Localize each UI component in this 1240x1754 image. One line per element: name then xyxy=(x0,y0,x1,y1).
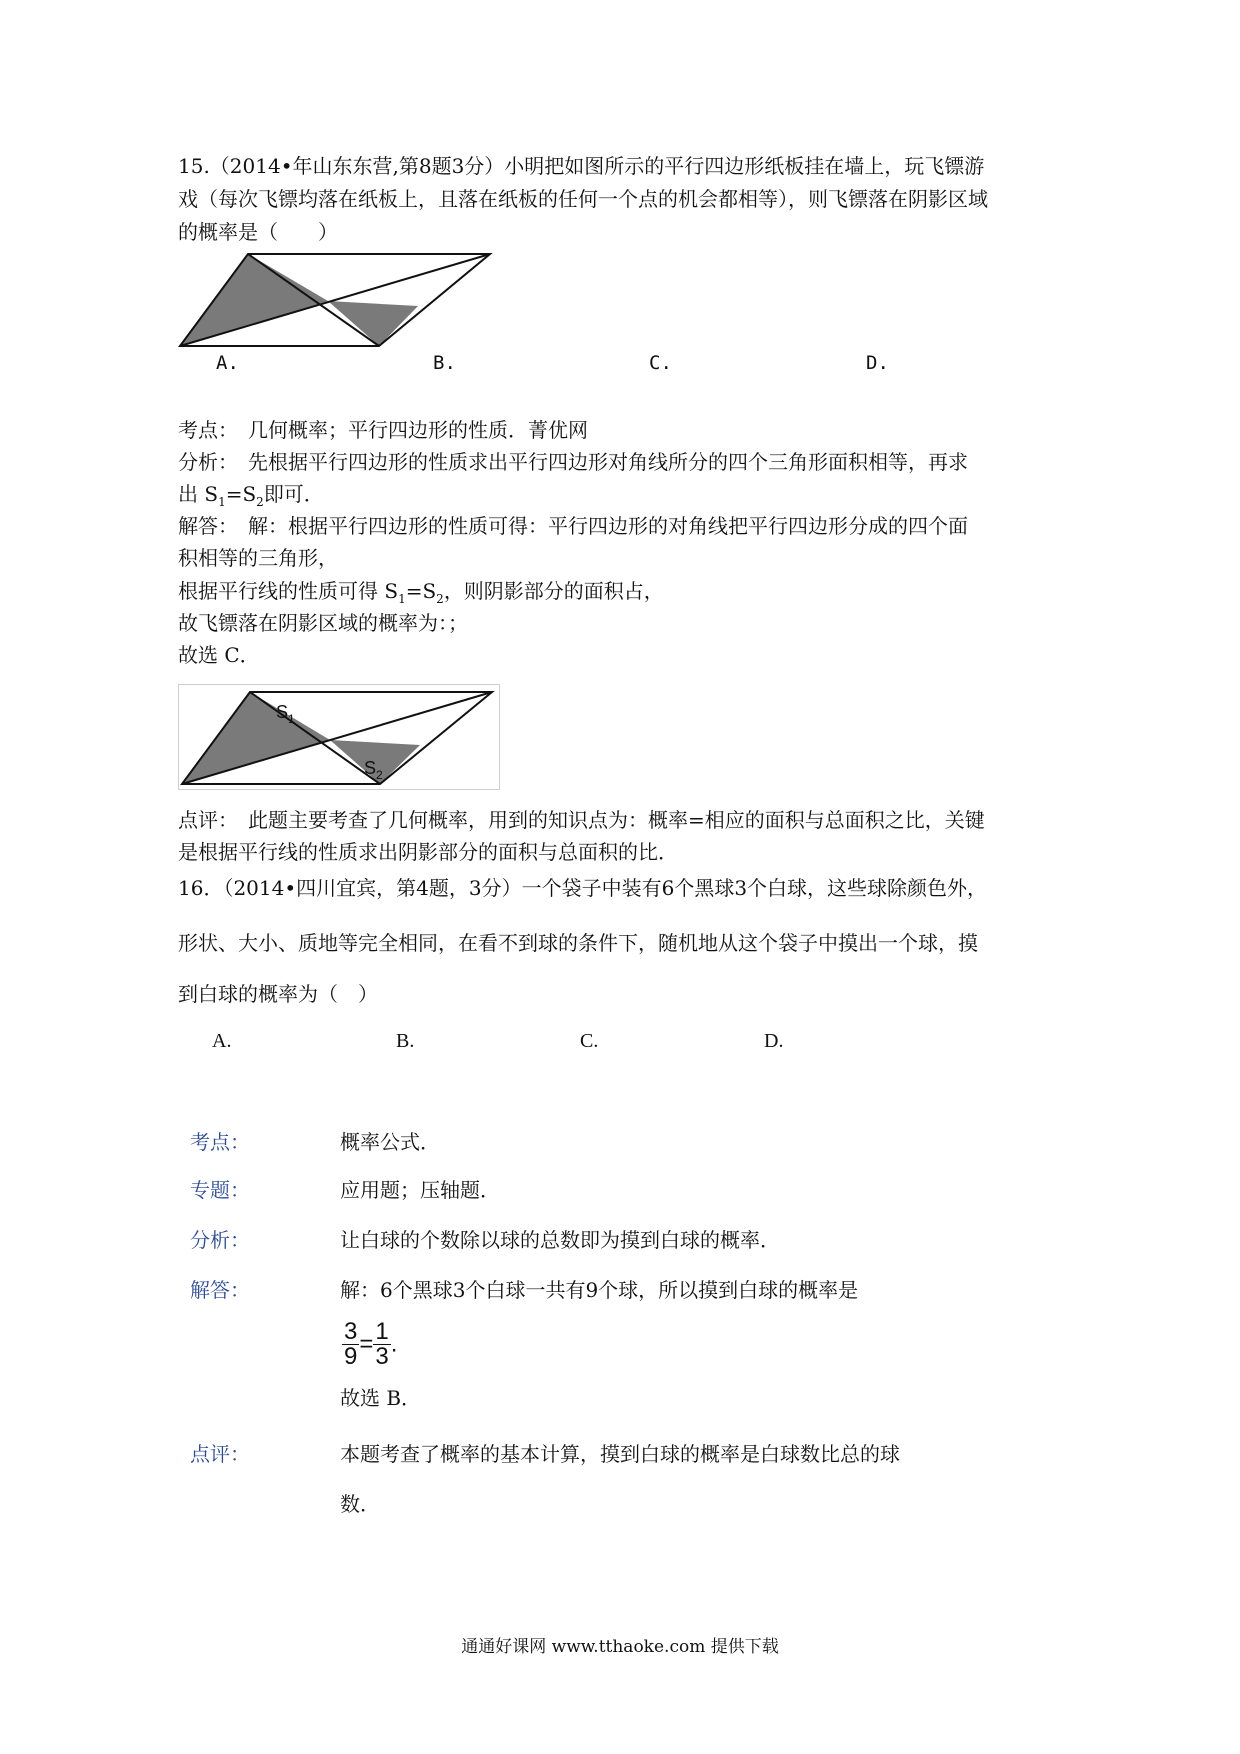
frac2-den: 3 xyxy=(375,1343,389,1370)
q16-fraction xyxy=(342,1320,397,1369)
q16-zhuanti-label: 专题： xyxy=(190,1178,250,1202)
q15-kaodian xyxy=(178,416,588,444)
jieda-text: 解：根据平行四边形的性质可得：平行四边形的对角线把平行四边形分成的四个面 xyxy=(248,514,968,538)
q15-dianping-1 xyxy=(178,806,985,834)
label-s2-sub: 2 xyxy=(376,768,383,782)
q16-dianping-1: 本题考查了概率的基本计算，摸到白球的概率是白球数比总的球 xyxy=(340,1442,900,1466)
shaded-triangle-left xyxy=(180,254,328,346)
fenxi-end: 即可． xyxy=(263,482,324,506)
jieda-3a: 根据平行线的性质可得 S xyxy=(178,579,399,603)
sub-1: 1 xyxy=(218,495,226,509)
fenxi-label: 分析： xyxy=(178,450,228,474)
sub-1: 1 xyxy=(398,592,406,606)
q16-line-1: 16．（2014•四川宜宾，第4题，3分）一个袋子中装有6个黑球3个白球，这些球除颜色外， xyxy=(178,876,988,900)
sub-2: 2 xyxy=(436,592,444,606)
fenxi-s1: 出 S xyxy=(178,482,219,506)
frac1-den: 9 xyxy=(344,1343,358,1370)
frac-end: . xyxy=(390,1330,398,1358)
fenxi-text: 先根据平行四边形的性质求出平行四边形对角线所分的四个三角形面积相等，再求 xyxy=(248,450,968,474)
q15-fenxi-2 xyxy=(178,480,324,516)
q16-zhuanti: 应用题；压轴题． xyxy=(340,1178,500,1202)
shaded-triangle-right xyxy=(328,301,418,346)
fenxi-s2: =S xyxy=(225,482,257,506)
q15-line-1: 15.（2014•年山东东营,第8题3分）小明把如图所示的平行四边形纸板挂在墙上，玩飞镖游 xyxy=(178,154,985,178)
q16-dianping-2: 数． xyxy=(340,1492,380,1516)
q16-option-d: D. xyxy=(764,1030,784,1052)
q16-dianping-label: 点评： xyxy=(190,1442,250,1466)
q15-jieda-1 xyxy=(178,512,968,540)
jieda-label: 解答： xyxy=(178,514,228,538)
q15-option-b: B. xyxy=(433,352,456,374)
q16-option-b: B. xyxy=(396,1030,415,1052)
q16-fenxi-label: 分析： xyxy=(190,1228,250,1252)
q16-jieda-3: 故选 B． xyxy=(340,1386,422,1410)
label-s2-main: S xyxy=(364,758,377,778)
frac1-num: 3 xyxy=(344,1318,358,1345)
kaodian-label: 考点： xyxy=(178,418,228,442)
label-s1-main: S xyxy=(276,702,289,722)
q15-solution-figure xyxy=(178,684,500,790)
q15-line-2: 戏（每次飞镖均落在纸板上，且落在纸板的任何一个点的机会都相等），则飞镖落在阴影区域 xyxy=(178,187,988,211)
q15-jieda-2: 积相等的三角形， xyxy=(178,546,338,570)
q15-line-3: 的概率是（ ） xyxy=(178,220,338,244)
sub-2: 2 xyxy=(256,495,264,509)
fraction-3-9 xyxy=(342,1320,359,1369)
q16-line-2: 形状、大小、质地等完全相同，在看不到球的条件下，随机地从这个袋子中摸出一个球，摸 xyxy=(178,931,978,955)
q16-fenxi: 让白球的个数除以球的总数即为摸到白球的概率． xyxy=(340,1228,780,1252)
q15-dianping-2: 是根据平行线的性质求出阴影部分的面积与总面积的比． xyxy=(178,840,678,864)
q15-option-c: C. xyxy=(649,352,672,374)
q15-fenxi-1 xyxy=(178,448,968,476)
page-footer: 通通好课网 www.tthaoke.com 提供下载 xyxy=(461,1637,779,1657)
label-s1-sub: 1 xyxy=(288,712,295,726)
dianping-text: 此题主要考查了几何概率，用到的知识点为：概率=相应的面积与总面积之比，关键 xyxy=(248,808,985,832)
q16-jieda-1: 解：6个黑球3个白球一共有9个球，所以摸到白球的概率是 xyxy=(340,1278,859,1302)
q15-jieda-5: 故选 C． xyxy=(178,643,260,667)
q16-option-a: A. xyxy=(212,1030,232,1052)
q16-kaodian: 概率公式． xyxy=(340,1130,440,1154)
q15-figure xyxy=(178,248,498,348)
q15-jieda-3 xyxy=(178,577,664,613)
shaded-triangle-left xyxy=(182,692,330,784)
q15-option-d: D. xyxy=(866,352,889,374)
q16-jieda-label: 解答： xyxy=(190,1278,250,1302)
kaodian-text: 几何概率；平行四边形的性质．菁优网 xyxy=(248,418,588,442)
q16-option-c: C. xyxy=(580,1030,599,1052)
q15-option-a: A. xyxy=(216,352,239,374)
frac2-num: 1 xyxy=(375,1318,389,1345)
dianping-label: 点评： xyxy=(178,808,228,832)
q16-line-3: 到白球的概率为（ ） xyxy=(178,982,378,1006)
jieda-3c: ，则阴影部分的面积占， xyxy=(443,579,664,603)
frac-eq: = xyxy=(359,1330,374,1358)
fraction-1-3 xyxy=(373,1320,390,1369)
jieda-3b: =S xyxy=(405,579,437,603)
q16-kaodian-label: 考点： xyxy=(190,1130,250,1154)
q15-jieda-4: 故飞镖落在阴影区域的概率为：； xyxy=(178,611,468,635)
